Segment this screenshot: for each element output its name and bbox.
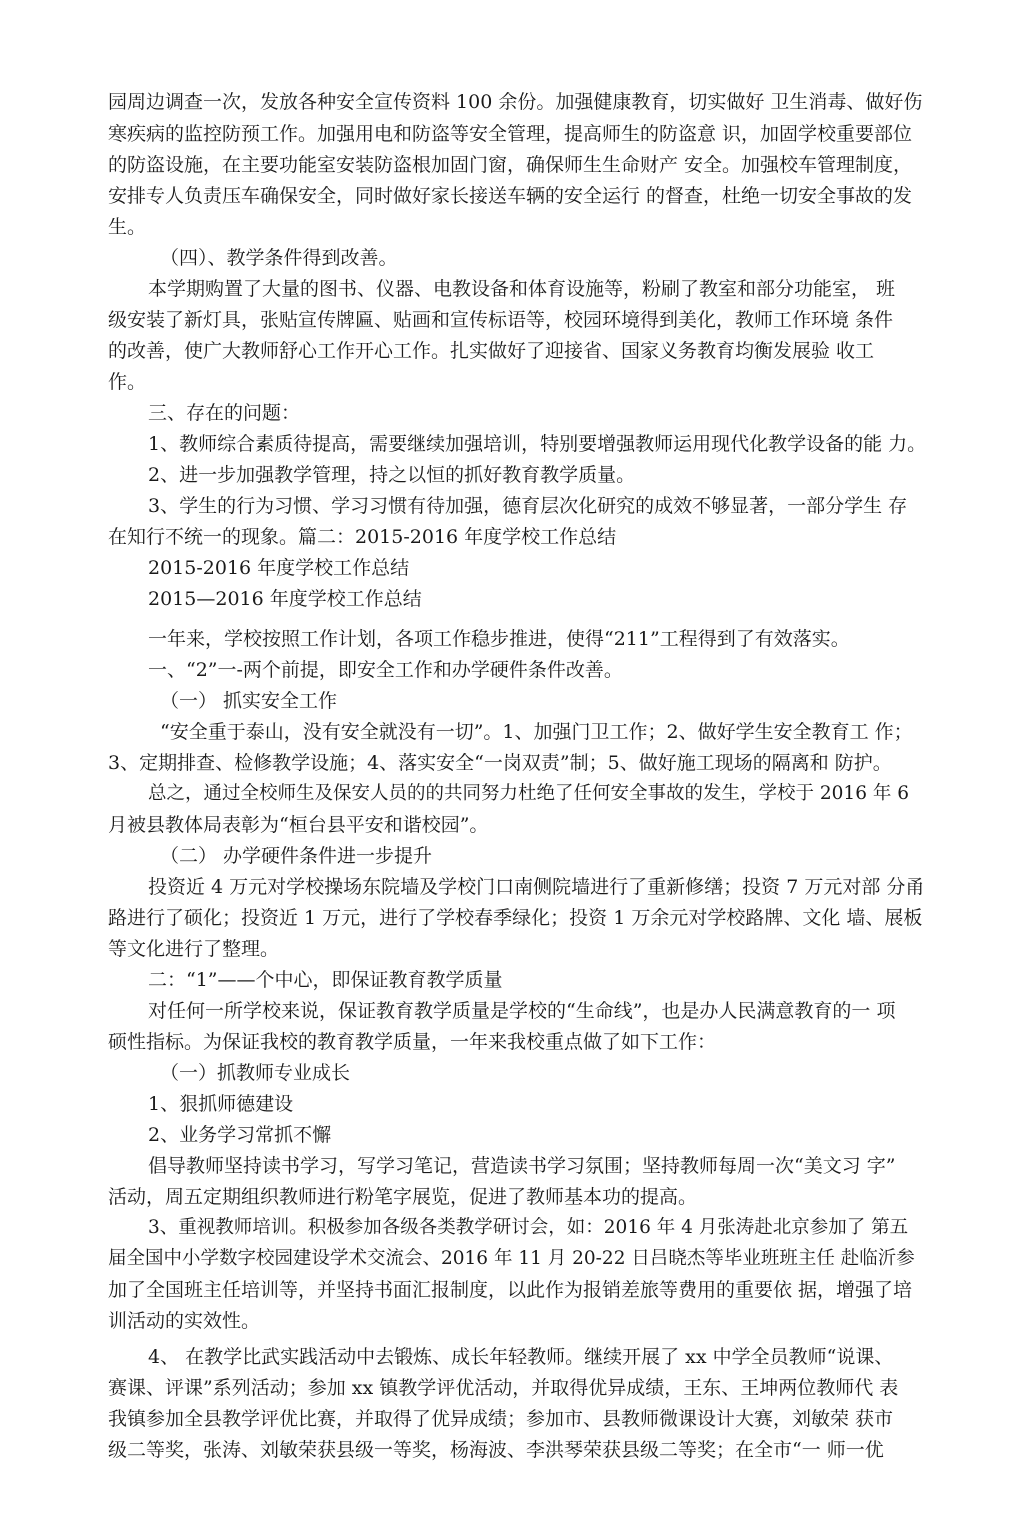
text-line: 3、定期排查、检修教学设施；4、落实安全“一岗双责”制；5、做好施工现场的隔离和 防护。 (108, 752, 892, 774)
text-line: 园周边调查一次，发放各种安全宣传资料 100 余份。加强健康教育，切实做好 卫生消毒、做好伤 (108, 91, 923, 113)
section-heading: （一） 抓实安全工作 (160, 690, 338, 712)
text-line: 2、进一步加强教学管理，持之以恒的抓好教育教学质量。 (148, 464, 636, 486)
section-heading: 2、业务学习常抓不懈 (148, 1124, 332, 1146)
text-line: 我镇参加全县教学评优比赛，并取得了优异成绩；参加市、县教师微课设计大赛，刘敏荣 获市 (108, 1408, 894, 1430)
text-line: 月被县教体局表彰为“桓台县平安和谐校园”。 (108, 814, 489, 836)
section-heading: 2015-2016 年度学校工作总结 (148, 557, 410, 579)
text-line: 投资近 4 万元对学校操场东院墙及学校门口南侧院墙进行了重新修缮；投资 7 万元对部 分甬 (148, 876, 925, 898)
section-heading: （四）、教学条件得到改善。 (160, 247, 398, 269)
text-line: 本学期购置了大量的图书、仪器、电教设备和体育设施等，粉刷了教室和部分功能室， 班 (148, 278, 896, 300)
text-line: 等文化进行了整理。 (108, 938, 280, 960)
text-line: 加了全国班主任培训等，并坚持书面汇报制度，以此作为报销差旅等费用的重要依 据，增强了培 (108, 1279, 913, 1301)
section-heading: （一）抓教师专业成长 (160, 1062, 351, 1084)
text-line: 总之，通过全校师生及保安人员的的共同努力杜绝了任何安全事故的发生，学校于 2016 年 6 (148, 783, 909, 804)
text-line: 级二等奖，张涛、刘敏荣获县级一等奖，杨海波、李洪琴荣获县级二等奖；在全市“一 师一优 (108, 1439, 884, 1461)
text-line: 训活动的实效性。 (108, 1310, 261, 1332)
text-line: 4、 在教学比武实践活动中去锻炼、成长年轻教师。继续开展了 xx 中学全员教师“说课、 (148, 1346, 894, 1368)
text-line: 寒疾病的监控防预工作。加强用电和防盗等安全管理，提高师生的防盗意 识，加固学校重要部位 (108, 123, 913, 145)
section-heading: 一、“2”一-两个前提，即安全工作和办学硬件条件改善。 (148, 659, 623, 681)
text-line: 路进行了硕化；投资近 1 万元，进行了学校春季绿化；投资 1 万余元对学校路牌、文化 墙、展板 (108, 907, 923, 929)
text-line: 3、学生的行为习惯、学习习惯有待加强，德育层次化研究的成效不够显著，一部分学生 存 (148, 495, 908, 517)
text-line: 级安装了新灯具，张贴宣传牌匾、贴画和宣传标语等，校园环境得到美化，教师工作环境 条件 (108, 309, 894, 331)
text-line: 活动，周五定期组织教师进行粉笔字展览，促进了教师基本功的提高。 (108, 1186, 698, 1208)
text-line: 对任何一所学校来说，保证教育教学质量是学校的“生命线”，也是办人民满意教育的一 项 (148, 1000, 896, 1022)
text-line: 一年来，学校按照工作计划，各项工作稳步推进，使得“211”工程得到了有效落实。 (148, 628, 850, 650)
text-line: 倡导教师坚持读书学习，写学习笔记，营造读书学习氛围；坚持教师每周一次“美文习 字” (148, 1155, 896, 1177)
text-line: 3、重视教师培训。积极参加各级各类教学研讨会，如：2016 年 4 月张涛赴北京参加了 第五 (148, 1217, 909, 1238)
text-line: 1、教师综合素质待提高，需要继续加强培训，特别要增强教师运用现代化教学设备的能 力。 (148, 433, 927, 455)
text-line: 硕性指标。为保证我校的教育教学质量，一年来我校重点做了如下工作： (108, 1031, 717, 1053)
text-line: 在知行不统一的现象。篇二：2015-2016 年度学校工作总结 (108, 526, 617, 548)
text-line: 的防盗设施，在主要功能室安装防盗根加固门窗，确保师生生命财产 安全。加强校车管理制度， (108, 154, 913, 176)
text-line: 生。 (108, 216, 147, 238)
section-heading: 三、存在的问题： (148, 402, 301, 424)
text-line: 届全国中小学数字校园建设学术交流会、2016 年 11 月 20-22 日吕晓杰等毕业班班主任 赴临沂参 (108, 1248, 915, 1269)
section-heading: 二：“1”——个中心，即保证教育教学质量 (148, 969, 503, 991)
section-heading: 1、狠抓师德建设 (148, 1093, 294, 1115)
text-line: 作。 (108, 371, 147, 393)
text-line: “安全重于泰山，没有安全就没有一切”。1、加强门卫工作；2、做好学生安全教育工 作； (160, 721, 913, 743)
text-line: 的改善，使广大教师舒心工作开心工作。扎实做好了迎接省、国家义务教育均衡发展验 收工 (108, 340, 875, 362)
text-line: 安排专人负责压车确保安全，同时做好家长接送车辆的安全运行 的督查，杜绝一切安全事故的发 (108, 185, 913, 207)
section-heading: 2015—2016 年度学校工作总结 (148, 588, 422, 610)
section-heading: （二） 办学硬件条件进一步提升 (160, 845, 433, 867)
text-line: 赛课、评课”系列活动；参加 xx 镇教学评优活动，并取得优异成绩，王东、王坤两位教师代 表 (108, 1377, 899, 1399)
